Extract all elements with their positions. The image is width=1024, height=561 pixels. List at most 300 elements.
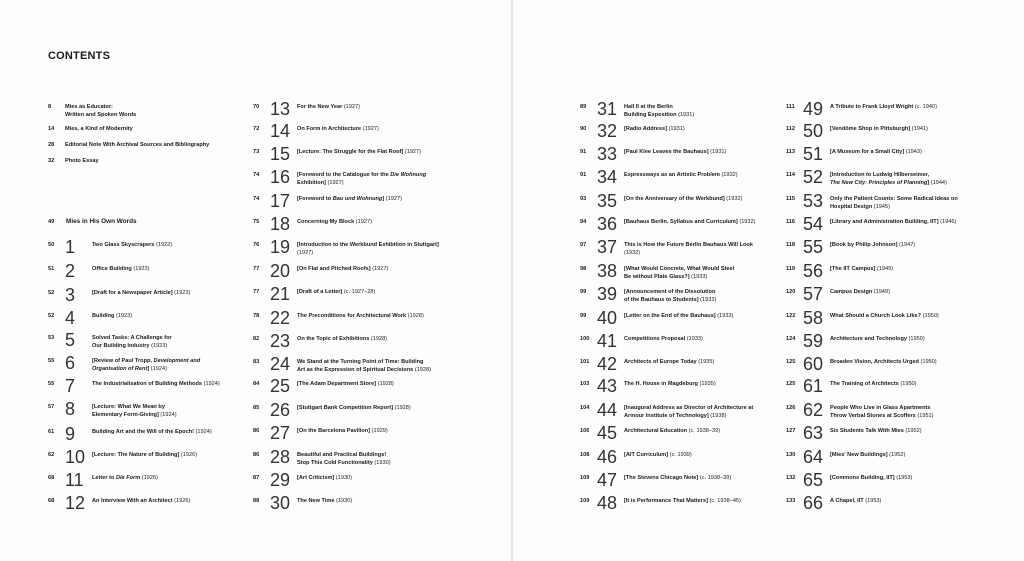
toc-date: (1952) xyxy=(905,428,922,434)
toc-page-number: 113 xyxy=(786,149,796,155)
toc-title xyxy=(297,265,388,273)
toc-chapter-number: 6 xyxy=(65,353,76,373)
toc-page-number: 98 xyxy=(580,266,587,272)
toc-chapter-number: 42 xyxy=(597,354,618,374)
toc-chapter-number: 60 xyxy=(803,354,824,374)
toc-page-number: 14 xyxy=(48,126,55,132)
toc-date: (1950) xyxy=(900,381,917,387)
toc-chapter-number: 20 xyxy=(270,261,291,281)
toc-date: (1927) xyxy=(343,104,361,110)
toc-page-number: 118 xyxy=(786,242,796,248)
toc-date: (1950) xyxy=(908,336,925,342)
toc-title-line: Throw Verbal Stones at Scoffers (1951) xyxy=(830,413,934,419)
toc-date: (1933) xyxy=(700,297,717,303)
toc-chapter-number: 65 xyxy=(803,470,824,490)
toc-date: (1927) xyxy=(372,266,389,272)
toc-title-line: Building (1923) xyxy=(92,313,133,319)
toc-page-number: 99 xyxy=(580,289,587,295)
toc-title xyxy=(92,497,190,505)
toc-page-number: 122 xyxy=(786,313,796,319)
toc-page-number: 90 xyxy=(580,126,587,132)
toc-title-line: Solved Tasks: A Challenge for xyxy=(92,335,172,341)
toc-title xyxy=(65,125,133,133)
toc-date: (1923) xyxy=(115,313,133,319)
toc-title-line: Building Art and the Will of the Epoch! (1924) xyxy=(92,429,212,435)
toc-date: (1926) xyxy=(180,452,198,458)
toc-title xyxy=(830,427,922,435)
toc-chapter-number: 55 xyxy=(803,237,824,257)
toc-title-line: Concerning My Block (1927) xyxy=(297,219,372,225)
toc-date: (1924) xyxy=(203,381,220,387)
toc-date: (1923) xyxy=(151,343,168,349)
toc-title-line: A Chapel, IIT (1953) xyxy=(830,498,882,504)
toc-title-line: Six Students Talk With Mies (1952) xyxy=(830,428,922,434)
toc-title xyxy=(830,380,917,388)
toc-date: (1950) xyxy=(922,313,939,319)
toc-chapter-number: 58 xyxy=(803,308,824,328)
toc-chapter-number: 31 xyxy=(597,99,618,119)
toc-date: (1932) xyxy=(624,250,641,256)
toc-chapter-number: 37 xyxy=(597,237,618,257)
toc-page-number: 52 xyxy=(48,313,55,319)
toc-chapter-number: 21 xyxy=(270,284,291,304)
toc-page-number: 75 xyxy=(253,219,260,225)
toc-title-line: Written and Spoken Words xyxy=(65,112,137,118)
toc-title-line: [Art Criticism] (1930) xyxy=(297,475,353,481)
toc-title-line: [Draft of a Letter] (c. 1927–28) xyxy=(297,289,376,295)
toc-page-number: 52 xyxy=(48,290,55,296)
toc-title-line: The New Time (1930) xyxy=(297,498,353,504)
toc-title-line: Building Exposition (1931) xyxy=(624,112,695,118)
toc-title xyxy=(297,497,352,505)
toc-chapter-number: 28 xyxy=(270,447,291,467)
toc-chapter-number: 33 xyxy=(597,144,618,164)
toc-title-line: [A Museum for a Small City] (1943) xyxy=(830,149,922,155)
toc-date: (1924) xyxy=(150,366,167,372)
toc-title xyxy=(624,288,716,304)
toc-title-line: [Inaugural Address as Director of Architecture at xyxy=(624,405,754,411)
toc-chapter-number: 66 xyxy=(803,493,824,513)
toc-page-number: 97 xyxy=(580,242,587,248)
toc-title-line: Art as the Expression of Spiritual Decisions (1928) xyxy=(297,367,431,373)
toc-title-line: Beautiful and Practical Buildings! xyxy=(297,452,387,458)
toc-date: (1932) xyxy=(739,219,756,225)
toc-chapter-number: 41 xyxy=(597,331,618,351)
toc-title-line: [Foreword to Bau und Wohnung] (1927) xyxy=(297,196,402,202)
toc-title-line: The Training of Architects (1950) xyxy=(830,381,917,387)
toc-title-line: The New City: Principles of Planning] (1944) xyxy=(830,180,947,186)
toc-page-number: 68 xyxy=(48,475,55,481)
toc-page-number: 50 xyxy=(48,242,55,248)
toc-title xyxy=(624,451,692,459)
toc-title xyxy=(830,474,912,482)
toc-chapter-number: 36 xyxy=(597,214,618,234)
toc-date: (1933) xyxy=(686,336,703,342)
toc-page-number: 124 xyxy=(786,336,796,342)
toc-chapter-number: 56 xyxy=(803,261,824,281)
toc-page-number: 74 xyxy=(253,196,260,202)
toc-page-number: 119 xyxy=(786,266,796,272)
toc-title xyxy=(624,335,703,343)
toc-page-number: 112 xyxy=(786,126,796,132)
toc-chapter-number: 44 xyxy=(597,400,618,420)
toc-date: (1951) xyxy=(917,413,934,419)
toc-chapter-number: 19 xyxy=(270,237,291,257)
toc-title xyxy=(624,474,731,482)
toc-chapter-number: 24 xyxy=(270,354,291,374)
toc-title xyxy=(830,103,937,111)
toc-chapter-number: 11 xyxy=(65,470,84,490)
toc-chapter-number: 53 xyxy=(803,191,824,211)
toc-date: (c. 1938–39) xyxy=(688,428,721,434)
toc-title-line: [Commons Building, IIT] (1953) xyxy=(830,475,913,481)
toc-title xyxy=(92,334,172,350)
toc-title xyxy=(297,474,352,482)
toc-title-line: Organisation of Rent] (1924) xyxy=(92,366,167,372)
toc-date: (1928) xyxy=(370,336,388,342)
toc-title-line: The Preconditions for Architectural Work (1928) xyxy=(297,313,424,319)
toc-chapter-number: 10 xyxy=(65,447,86,467)
toc-chapter-number: 40 xyxy=(597,308,618,328)
toc-chapter-number: 51 xyxy=(803,144,824,164)
toc-chapter-number: 50 xyxy=(803,121,824,141)
toc-title-line: [Mies' New Buildings] (1952) xyxy=(830,452,906,458)
toc-title xyxy=(830,148,922,156)
toc-chapter-number: 13 xyxy=(270,99,291,119)
toc-title-line: [Book by Philip Johnson] (1947) xyxy=(830,242,916,248)
toc-title xyxy=(297,125,379,133)
toc-title-line: [Review of Paul Tropp, Development and xyxy=(92,358,201,364)
toc-date: (1933) xyxy=(717,313,734,319)
toc-date: (1949) xyxy=(873,289,891,295)
toc-chapter-number: 39 xyxy=(597,284,618,304)
toc-title xyxy=(297,171,426,187)
toc-page-number: 91 xyxy=(580,172,587,178)
toc-date: (1930) xyxy=(336,498,353,504)
toc-date: (1923) xyxy=(133,266,150,272)
toc-title-line: Architecture and Technology (1950) xyxy=(830,336,925,342)
toc-chapter-number: 2 xyxy=(65,261,76,281)
toc-title-line: Competitions Proposal (1933) xyxy=(624,336,703,342)
toc-title xyxy=(830,404,934,420)
toc-date: (1923) xyxy=(174,290,191,296)
toc-page-number: 55 xyxy=(48,358,55,364)
toc-page-number: 125 xyxy=(786,359,796,365)
toc-page-number: 32 xyxy=(48,158,55,164)
toc-title xyxy=(297,404,411,412)
toc-title-line: [Paul Klee Leaves the Bauhaus] (1931) xyxy=(624,149,727,155)
toc-chapter-number: 18 xyxy=(270,214,291,234)
toc-title-line: Letter to Die Form (1926) xyxy=(92,475,158,481)
toc-date: (1931) xyxy=(710,149,727,155)
toc-date: (1935) xyxy=(698,359,715,365)
toc-title xyxy=(830,171,947,187)
toc-page-number: 103 xyxy=(580,381,590,387)
toc-date: (1924) xyxy=(160,412,177,418)
toc-date: (c. 1938–39) xyxy=(699,475,732,481)
toc-date: (c. 1939) xyxy=(669,452,692,458)
toc-chapter-number: 16 xyxy=(270,167,291,187)
toc-date: (1927) xyxy=(404,149,422,155)
toc-date: (1931) xyxy=(668,126,685,132)
toc-date: (1927) xyxy=(327,180,344,186)
toc-chapter-number: 63 xyxy=(803,423,824,443)
toc-page-number: 49 xyxy=(48,219,55,225)
toc-page-number: 88 xyxy=(253,498,260,504)
toc-date: (1927) xyxy=(362,126,379,132)
toc-chapter-number: 15 xyxy=(270,144,291,164)
toc-chapter-number: 59 xyxy=(803,331,824,351)
toc-title xyxy=(297,358,431,374)
toc-chapter-number: 7 xyxy=(65,376,76,396)
toc-title xyxy=(92,357,200,373)
toc-page-number: 72 xyxy=(253,126,260,132)
toc-chapter-number: 5 xyxy=(65,330,76,350)
toc-title xyxy=(92,474,158,482)
toc-title xyxy=(830,358,937,366)
toc-date: (1932) xyxy=(726,196,743,202)
toc-page-number: 120 xyxy=(786,289,796,295)
toc-date: (1933) xyxy=(691,274,708,280)
toc-date: (1953) xyxy=(896,475,913,481)
toc-title-line: Broaden Vision, Architects Urged (1950) xyxy=(830,359,937,365)
toc-date: (1926) xyxy=(174,498,191,504)
toc-page-number: 108 xyxy=(580,452,590,458)
toc-title-line: [On the Anniversary of the Werkbund] (1932) xyxy=(624,196,743,202)
toc-title-line: [Lecture: The Nature of Building] (1926) xyxy=(92,452,198,458)
toc-title xyxy=(92,428,212,436)
toc-title-line: Mies as Educator: xyxy=(65,104,113,110)
toc-page-number: 130 xyxy=(786,452,796,458)
toc-chapter-number: 64 xyxy=(803,447,824,467)
toc-title-line: [On the Barcelona Pavilion] (1929) xyxy=(297,428,388,434)
toc-page-number: 127 xyxy=(786,428,796,434)
toc-title-line: [Draft for a Newspaper Article] (1923) xyxy=(92,290,191,296)
toc-chapter-number: 47 xyxy=(597,470,618,490)
toc-page-number: 78 xyxy=(253,313,260,319)
toc-chapter-number: 43 xyxy=(597,376,618,396)
toc-title-line: [Foreword to the Catalogue for the Die Wohnung xyxy=(297,172,427,178)
toc-page-number: 62 xyxy=(48,452,55,458)
toc-chapter-number: 23 xyxy=(270,331,291,351)
toc-title-line: [Radio Address] (1931) xyxy=(624,126,685,132)
toc-date: (1926) xyxy=(141,475,158,481)
toc-title xyxy=(624,103,694,119)
toc-title xyxy=(297,288,375,296)
toc-title xyxy=(624,497,741,505)
toc-title xyxy=(624,148,726,156)
right-page xyxy=(513,0,1024,561)
toc-chapter-number: 9 xyxy=(65,424,76,444)
toc-title xyxy=(830,195,958,211)
toc-title xyxy=(830,451,905,459)
toc-chapter-number: 48 xyxy=(597,493,618,513)
toc-page-number: 104 xyxy=(580,405,590,411)
toc-title xyxy=(624,125,685,133)
toc-title xyxy=(830,288,890,296)
toc-title xyxy=(830,312,939,320)
toc-page-number: 77 xyxy=(253,289,260,295)
toc-date: (1945) xyxy=(873,204,891,210)
contents-heading: CONTENTS xyxy=(48,50,111,62)
toc-title xyxy=(92,380,220,388)
toc-title xyxy=(92,241,172,249)
toc-chapter-number: 3 xyxy=(65,285,76,305)
toc-title-line: A Tribute to Frank Lloyd Wright (c. 1940) xyxy=(830,104,937,110)
toc-title-line: [The IIT Campus] (1949) xyxy=(830,266,894,272)
toc-title xyxy=(92,451,197,459)
toc-page-number: 82 xyxy=(253,336,260,342)
toc-page-number: 86 xyxy=(253,452,260,458)
toc-page-number: 85 xyxy=(253,405,260,411)
toc-title-line: For the New Year (1927) xyxy=(297,104,361,110)
toc-page-number: 93 xyxy=(580,196,587,202)
toc-title xyxy=(830,125,928,133)
toc-date: (c. 1940) xyxy=(914,104,937,110)
toc-title-line: [Lecture: The Struggle for the Flat Roof] (1927) xyxy=(297,149,422,155)
toc-page-number: 86 xyxy=(253,428,260,434)
toc-chapter-number: 38 xyxy=(597,261,618,281)
toc-title xyxy=(65,141,209,149)
toc-date: (1953) xyxy=(865,498,882,504)
toc-chapter-number: 22 xyxy=(270,308,291,328)
toc-title-line: [Library and Administration Building, IIT] (1946) xyxy=(830,219,957,225)
toc-chapter-number: 26 xyxy=(270,400,291,420)
toc-page-number: 68 xyxy=(48,498,55,504)
toc-title-line: [Introduction to the Werkbund Exhibition in Stuttgart] xyxy=(297,242,439,248)
toc-title-line: Editorial Note With Archival Sources and Bibliography xyxy=(65,142,210,148)
toc-date: (1947) xyxy=(899,242,916,248)
toc-title-line: Only the Patient Counts: Some Radical Ideas on xyxy=(830,196,958,202)
toc-title xyxy=(92,289,190,297)
toc-date: (1922) xyxy=(155,242,173,248)
toc-title xyxy=(92,403,177,419)
toc-title xyxy=(624,265,734,281)
toc-date: (1928) xyxy=(407,313,424,319)
toc-page-number: 100 xyxy=(580,336,590,342)
toc-title-line: [The Stevens Chicago Note] (c. 1938–39) xyxy=(624,475,732,481)
toc-page-number: 51 xyxy=(48,266,55,272)
toc-chapter-number: 29 xyxy=(270,470,291,490)
toc-date: (c. 1938–45) xyxy=(709,498,741,504)
toc-page-number: 77 xyxy=(253,266,260,272)
toc-page-number: 61 xyxy=(48,429,55,435)
toc-page-number: 111 xyxy=(786,104,795,110)
toc-title xyxy=(297,195,402,203)
toc-page-number: 94 xyxy=(580,219,587,225)
toc-title-line: On the Topic of Exhibitions (1928) xyxy=(297,336,388,342)
toc-title-line: People Who Live in Glass Apartments xyxy=(830,405,931,411)
toc-title-line: of the Bauhaus to Students] (1933) xyxy=(624,297,717,303)
toc-title-line: [AIT Curriculum] (c. 1939) xyxy=(624,452,692,458)
toc-title-line: Mies, a Kind of Modernity xyxy=(65,126,133,132)
toc-page-number: 114 xyxy=(786,172,796,178)
toc-page-number: 55 xyxy=(48,381,55,387)
toc-chapter-number: 35 xyxy=(597,191,618,211)
toc-title-line: What Should a Church Look Like? (1950) xyxy=(830,313,939,319)
toc-title-line: [Letter on the End of the Bauhaus] (1933) xyxy=(624,313,734,319)
toc-chapter-number: 25 xyxy=(270,376,291,396)
toc-title-line: Campus Design (1949) xyxy=(830,289,891,295)
toc-page-number: 132 xyxy=(786,475,796,481)
toc-date: (1927) xyxy=(297,250,314,256)
toc-page-number: 125 xyxy=(786,381,796,387)
toc-title-line: [Vendôme Shop in Pittsburgh] (1941) xyxy=(830,126,928,132)
toc-page-number: 116 xyxy=(786,219,796,225)
toc-title xyxy=(65,103,136,119)
toc-page-number: 91 xyxy=(580,149,587,155)
toc-date: (1944) xyxy=(930,180,947,186)
toc-page-number: 57 xyxy=(48,404,55,410)
toc-chapter-number: 32 xyxy=(597,121,618,141)
toc-page-number: 87 xyxy=(253,475,260,481)
toc-chapter-number: 34 xyxy=(597,167,618,187)
toc-chapter-number: 52 xyxy=(803,167,824,187)
toc-title-line: [The Adam Department Store] (1928) xyxy=(297,381,394,387)
toc-title-line: Two Glass Skyscrapers (1922) xyxy=(92,242,173,248)
toc-title xyxy=(830,241,915,249)
toc-page-number: 28 xyxy=(48,142,55,148)
toc-chapter-number: 14 xyxy=(270,121,291,141)
toc-date: (1930) xyxy=(374,460,391,466)
toc-title-line: [Announcement of the Dissolution xyxy=(624,289,716,295)
toc-title-line: We Stand at the Turning Point of Time: Building xyxy=(297,359,424,365)
toc-title-line: [What Would Concrete, What Would Steel xyxy=(624,266,735,272)
toc-title xyxy=(297,427,388,435)
toc-title xyxy=(624,358,714,366)
toc-page-number: 109 xyxy=(580,498,590,504)
toc-date: (c. 1927–28) xyxy=(343,289,376,295)
toc-title xyxy=(297,380,394,388)
toc-page-number: 99 xyxy=(580,313,587,319)
toc-title-line: An Interview With an Architect (1926) xyxy=(92,498,191,504)
toc-page-number: 115 xyxy=(786,196,796,202)
toc-page-number: 73 xyxy=(253,149,260,155)
toc-page-number: 76 xyxy=(253,242,260,248)
toc-date: (1946) xyxy=(940,219,957,225)
toc-date: (1938) xyxy=(710,413,727,419)
toc-title-line: [It is Performance That Matters] (c. 1938–45) xyxy=(624,498,741,504)
toc-title xyxy=(297,103,360,111)
toc-title-line: This is How the Future Berlin Bauhaus Will Look xyxy=(624,242,753,248)
toc-chapter-number: 8 xyxy=(65,399,76,419)
toc-title-line: The H. House in Magdeburg (1935) xyxy=(624,381,716,387)
toc-title-line: Hospital Design (1945) xyxy=(830,204,891,210)
toc-date: (1952) xyxy=(889,452,906,458)
toc-date: (1931) xyxy=(678,112,695,118)
toc-chapter-number: 17 xyxy=(270,191,291,211)
toc-title-line: On Form in Architecture (1927) xyxy=(297,126,379,132)
toc-title xyxy=(297,148,421,156)
toc-title-line: Hall II at the Berlin xyxy=(624,104,673,110)
toc-date: (1924) xyxy=(195,429,212,435)
toc-date: (1928) xyxy=(377,381,394,387)
toc-chapter-number: 4 xyxy=(65,308,76,328)
toc-title-line: Elementary Form-Giving] (1924) xyxy=(92,412,177,418)
toc-title-line: [Lecture: What We Mean by xyxy=(92,404,165,410)
toc-chapter-number: 54 xyxy=(803,214,824,234)
toc-title-line: Armour Institute of Technology] (1938) xyxy=(624,413,727,419)
toc-date: (1927) xyxy=(385,196,402,202)
toc-chapter-number: 61 xyxy=(803,376,824,396)
toc-title xyxy=(297,451,391,467)
toc-title-line: [Bauhaus Berlin. Syllabus and Curriculum] (1932) xyxy=(624,219,756,225)
toc-chapter-number: 12 xyxy=(65,493,86,513)
toc-title xyxy=(92,312,132,320)
toc-title xyxy=(624,427,720,435)
toc-chapter-number: 30 xyxy=(270,493,291,513)
toc-title xyxy=(830,497,881,505)
